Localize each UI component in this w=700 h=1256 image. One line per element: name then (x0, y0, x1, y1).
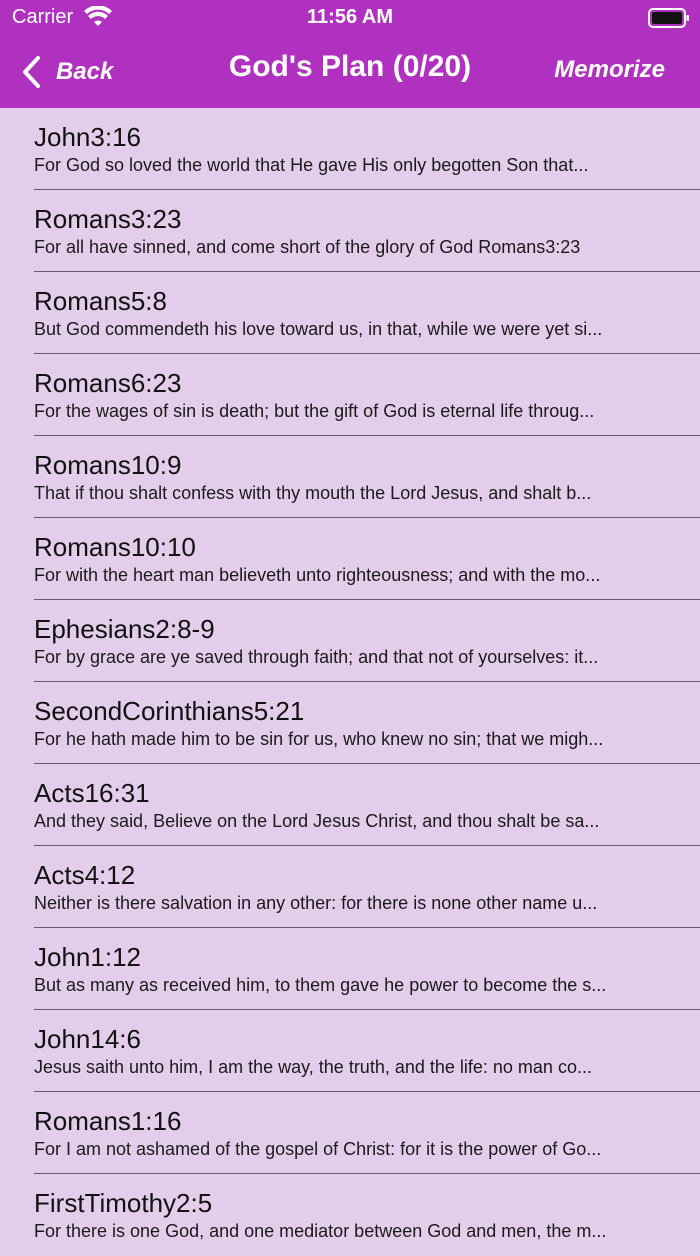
verse-reference: FirstTimothy2:5 (34, 1188, 213, 1218)
verse-text: Neither is there salvation in any other: for there is none other name u... (34, 893, 598, 913)
list-item[interactable] (0, 108, 700, 190)
back-button[interactable] (20, 52, 113, 92)
list-item[interactable] (0, 1092, 700, 1174)
list-item[interactable] (0, 1010, 700, 1092)
battery-icon (648, 8, 690, 28)
verse-reference: Acts4:12 (34, 860, 136, 890)
status-bar (0, 0, 700, 36)
nav-bar (0, 40, 700, 104)
verse-reference: Romans3:23 (34, 204, 182, 234)
header (0, 0, 700, 108)
list-item[interactable] (0, 436, 700, 518)
verse-text: For the wages of sin is death; but the gift of God is eternal life throug... (34, 401, 595, 421)
verse-reference: Romans6:23 (34, 368, 182, 398)
verse-reference: Romans1:16 (34, 1106, 182, 1136)
list-item[interactable] (0, 600, 700, 682)
verse-reference: Romans10:9 (34, 450, 182, 480)
verse-reference: Romans10:10 (34, 532, 196, 562)
list-item[interactable] (0, 272, 700, 354)
verse-text: For with the heart man believeth unto righteousness; and with the mo... (34, 565, 601, 585)
verse-text: For I am not ashamed of the gospel of Christ: for it is the power of Go... (34, 1139, 602, 1159)
list-item[interactable] (0, 846, 700, 928)
list-item[interactable] (0, 764, 700, 846)
verse-reference: Ephesians2:8-9 (34, 614, 215, 644)
chevron-left-icon (20, 55, 42, 89)
back-label: Back (56, 58, 114, 85)
clock: 11:56 AM (307, 6, 393, 28)
list-item[interactable] (0, 928, 700, 1010)
list-item[interactable] (0, 682, 700, 764)
verse-reference: SecondCorinthians5:21 (34, 696, 305, 726)
list-item[interactable] (0, 190, 700, 272)
verse-reference: John1:12 (34, 942, 141, 972)
verse-text: For all have sinned, and come short of the glory of God Romans3:23 (34, 237, 581, 257)
memorize-button[interactable]: Memorize (554, 56, 665, 83)
verse-text: For God so loved the world that He gave His only begotten Son that... (34, 155, 589, 175)
page-title: God's Plan (0/20) (228, 50, 472, 83)
verse-text: But as many as received him, to them gave he power to become the s... (34, 975, 607, 995)
verse-text: Jesus saith unto him, I am the way, the truth, and the life: no man co... (34, 1057, 592, 1077)
verse-reference: Acts16:31 (34, 778, 150, 808)
verse-text: For he hath made him to be sin for us, who knew no sin; that we migh... (34, 729, 604, 749)
verse-text: And they said, Believe on the Lord Jesus Christ, and thou shalt be sa... (34, 811, 600, 831)
verse-list (0, 108, 700, 1256)
verse-reference: Romans5:8 (34, 286, 167, 316)
verse-reference: John3:16 (34, 122, 141, 152)
verse-text: For by grace are ye saved through faith; and that not of yourselves: it... (34, 647, 599, 667)
verse-text: For there is one God, and one mediator between God and men, the m... (34, 1221, 607, 1241)
verse-text: But God commendeth his love toward us, in that, while we were yet si... (34, 319, 603, 339)
verse-reference: John14:6 (34, 1024, 141, 1054)
carrier-label: Carrier (12, 6, 74, 28)
verse-text: That if thou shalt confess with thy mouth the Lord Jesus, and shalt b... (34, 483, 592, 503)
list-item[interactable] (0, 354, 700, 436)
list-item[interactable] (0, 518, 700, 600)
